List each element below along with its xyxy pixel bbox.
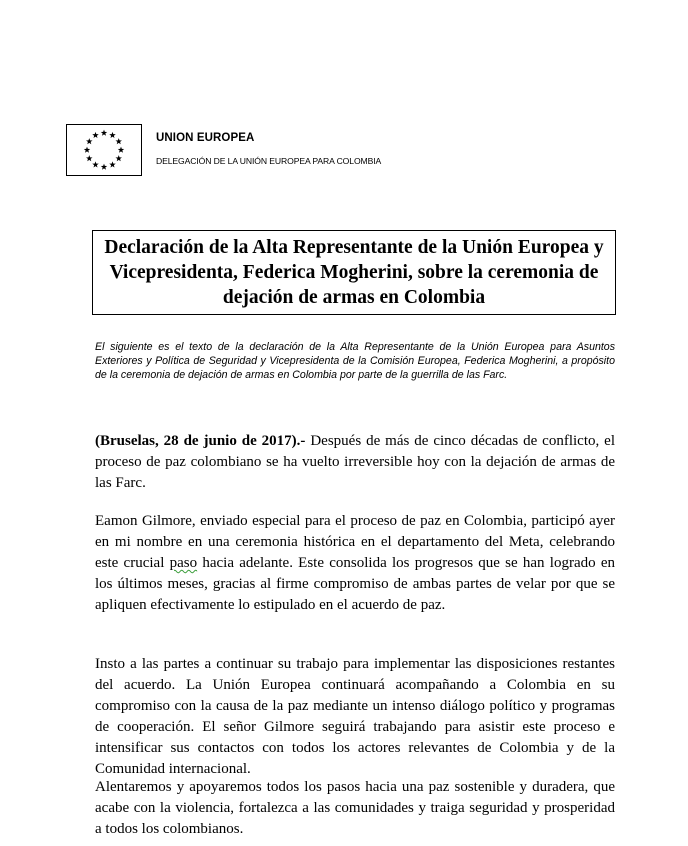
star-icon [86, 155, 92, 161]
intro-paragraph: El siguiente es el texto de la declaración de la Alta Representante de la Unión Europea para Asuntos Exteriores y Política de Seguridad y Vicepresidenta de la Comisión Europea, Federica Mogherini, a propósito de la ceremonia de dejación de armas en Colombia por parte de la guerrilla de las Farc. [95, 341, 615, 381]
star-icon [86, 138, 92, 144]
org-name: UNION EUROPEA [156, 132, 255, 144]
star-icon [84, 147, 90, 153]
star-icon [101, 164, 107, 170]
dateline: (Bruselas, 28 de junio de 2017).- [95, 433, 306, 449]
paragraph-3: Insto a las partes a continuar su trabajo para implementar las disposiciones restantes del acuerdo. La Unión Europea continuará acompañando a Colombia en su compromiso con la causa de la paz mediante un intenso diálogo político y programas de cooperación. El señor Gilmore seguirá trabajando para asistir este proceso e intensificar sus contactos con todos los actores relevantes de Colombia y de la Comunidad internacional. [95, 656, 615, 777]
star-icon [109, 132, 115, 138]
star-icon [101, 130, 107, 136]
star-icon [92, 161, 98, 167]
paragraph-4: Alentaremos y apoyaremos todos los pasos hacia una paz sostenible y duradera, que acabe con la violencia, fortalezca a las comunidades y traiga seguridad y prosperidad a todos los colombianos. [95, 779, 615, 837]
document-title: Declaración de la Alta Representante de la Unión Europea y Vicepresidenta, Federica Mogherini, sobre la ceremonia de dejación de armas en Colombia [104, 237, 604, 308]
star-icon [115, 155, 121, 161]
star-icon [118, 147, 124, 153]
eu-flag-logo [66, 124, 142, 176]
star-icon [115, 138, 121, 144]
paragraph-2-end: hacia adelante. Este consolida los progresos que se han logrado en los últimos meses, gracias al firme compromiso de ambas partes de velar por que se apliquen efectivamente lo estipulado en el acuerdo de paz. [95, 555, 615, 613]
title-box [92, 230, 616, 315]
paragraph-1-body: Después de más de cinco décadas de conflicto, el proceso de paz colombiano se ha vuelto irreversible hoy con la dejación de armas de las Farc. [95, 433, 615, 491]
spellcheck-marked-word: paso [169, 555, 198, 571]
eu-stars-icon [67, 125, 141, 175]
star-icon [92, 132, 98, 138]
paragraph-2 [95, 511, 615, 616]
org-subtitle: DELEGACIÓN DE LA UNIÓN EUROPEA PARA COLOMBIA [156, 156, 382, 166]
paragraph-1 [95, 431, 615, 494]
star-icon [109, 161, 115, 167]
paragraph-2-start: Eamon Gilmore, enviado especial para el proceso de paz en Colombia, participó ayer en mi nombre en una ceremonia histórica en el departamento del Meta, celebrando este crucial [95, 513, 615, 571]
